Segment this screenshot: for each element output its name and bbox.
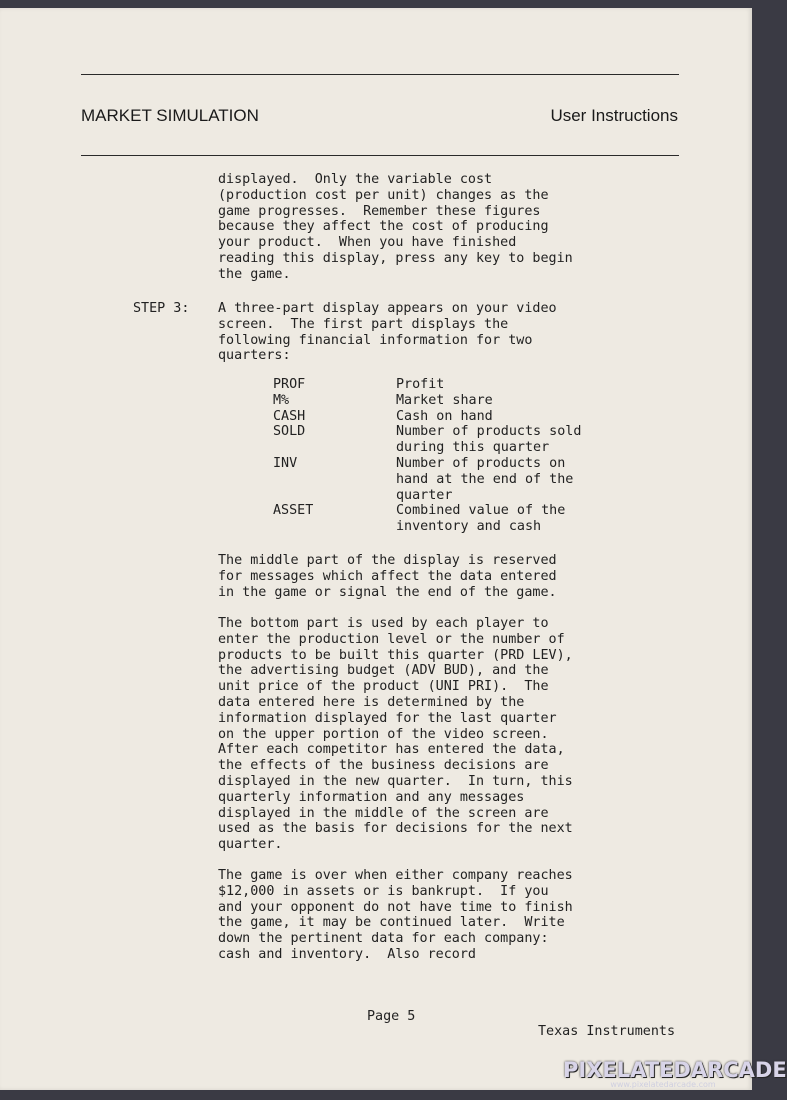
intro-paragraph <box>218 172 573 283</box>
text-line: game progresses. Remember these figures <box>218 203 541 219</box>
definition-line: hand at the end of the <box>396 471 574 487</box>
text-line: on the upper portion of the video screen. <box>218 726 549 742</box>
header-title-left: MARKET SIMULATION <box>81 106 259 125</box>
watermark-title: PIXELATEDARCADE <box>563 1058 787 1082</box>
text-line: The middle part of the display is reserved <box>218 553 557 568</box>
term-abbreviation: M% <box>273 392 290 408</box>
term-definition <box>396 377 444 393</box>
text-line: displayed. Only the variable cost <box>218 172 493 187</box>
step-3-paragraph <box>218 301 557 364</box>
text-line: displayed in the middle of the screen are <box>218 805 549 821</box>
text-line: $12,000 in assets or is bankrupt. If you <box>218 883 549 899</box>
definition-line: Cash on hand <box>396 408 493 424</box>
text-line: unit price of the product (UNI PRI). The <box>218 679 549 695</box>
definition-line: Combined value of the <box>396 503 566 519</box>
definition-line: quarter <box>396 487 453 503</box>
text-line: A three-part display appears on your video <box>218 301 557 316</box>
text-line: the game, it may be continued later. Write <box>218 915 565 931</box>
text-line: After each competitor has entered the data, <box>218 742 565 758</box>
step-3-label: STEP 3: <box>133 301 190 316</box>
text-line: used as the basis for decisions for the next <box>218 821 573 837</box>
definition-line: Number of products on <box>396 456 566 471</box>
text-line: The game is over when either company reaches <box>218 868 573 883</box>
definition-line: Market share <box>396 392 493 408</box>
bottom-part-paragraph <box>218 616 573 853</box>
definition-line: during this quarter <box>396 440 550 456</box>
term-definition <box>396 393 493 409</box>
text-line: quarterly information and any messages <box>218 789 525 805</box>
text-line: and your opponent do not have time to finish <box>218 899 573 915</box>
watermark <box>563 1058 787 1089</box>
text-line: enter the production level or the number of <box>218 631 565 647</box>
text-line: data entered here is determined by the <box>218 694 525 710</box>
text-line: in the game or signal the end of the game. <box>218 584 557 600</box>
text-line: products to be built this quarter (PRD LEV), <box>218 647 573 663</box>
document-page <box>0 8 752 1090</box>
term-abbreviation: PROF <box>273 377 306 392</box>
middle-part-paragraph <box>218 553 557 600</box>
definition-line: Number of products sold <box>396 424 582 440</box>
text-line: quarters: <box>218 348 291 364</box>
definition-line: inventory and cash <box>396 519 542 535</box>
text-line: because they affect the cost of producing <box>218 219 549 235</box>
footer-brand: Texas Instruments <box>538 1024 676 1039</box>
text-line: cash and inventory. Also record <box>218 946 476 962</box>
text-line: quarter. <box>218 837 283 853</box>
text-line: the game. <box>218 266 291 282</box>
header-title-right: User Instructions <box>550 106 678 125</box>
definition-line: Profit <box>396 377 445 392</box>
page-number: Page 5 <box>367 1009 416 1024</box>
term-definition <box>396 409 493 425</box>
text-line: for messages which affect the data entered <box>218 568 557 584</box>
header-top-rule <box>81 74 679 75</box>
text-line: displayed in the new quarter. In turn, this <box>218 773 573 789</box>
term-abbreviation: SOLD <box>273 424 306 440</box>
text-line: following financial information for two <box>218 332 533 348</box>
term-definition <box>396 424 581 456</box>
text-line: reading this display, press any key to begin <box>218 250 573 266</box>
watermark-url: www.pixelatedarcade.com <box>610 1080 716 1089</box>
text-line: your product. When you have finished <box>218 235 517 251</box>
text-line: down the pertinent data for each company: <box>218 931 549 947</box>
header-bottom-rule <box>81 155 679 156</box>
text-line: screen. The first part displays the <box>218 316 509 332</box>
text-line: the effects of the business decisions are <box>218 758 549 774</box>
term-abbreviation: INV <box>273 456 298 471</box>
term-abbreviation: ASSET <box>273 503 314 519</box>
text-line: the advertising budget (ADV BUD), and the <box>218 663 549 679</box>
term-definition <box>396 456 573 503</box>
text-line: The bottom part is used by each player to <box>218 616 549 631</box>
text-line: information displayed for the last quarter <box>218 710 557 726</box>
term-definition <box>396 503 565 535</box>
text-line: (production cost per unit) changes as the <box>218 187 549 203</box>
term-abbreviation: CASH <box>273 408 306 424</box>
game-over-paragraph <box>218 868 573 963</box>
